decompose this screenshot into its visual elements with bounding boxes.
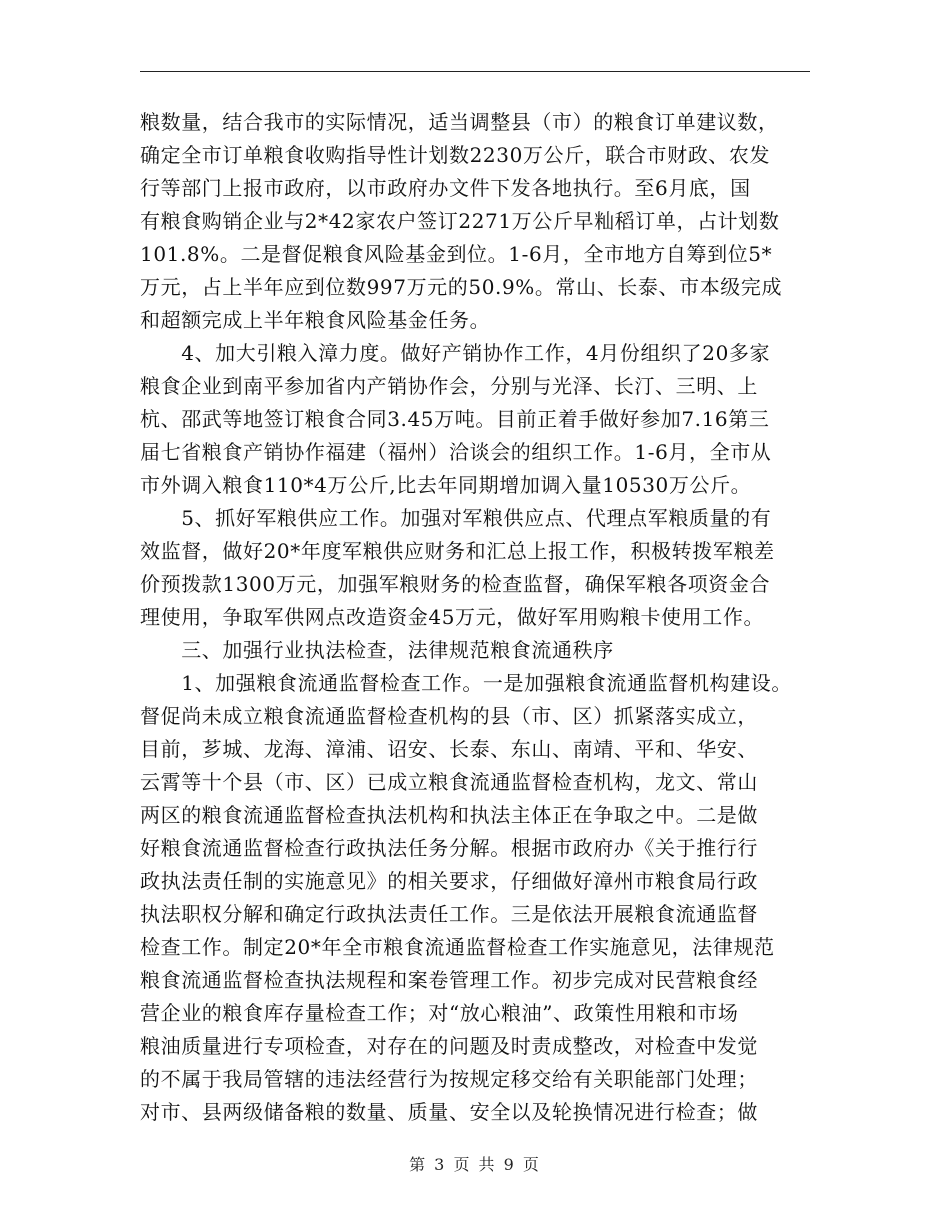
text-line: 营企业的粮食库存量检查工作；对“放心粮油”、政策性用粮和市场 <box>140 1001 739 1025</box>
text-line: 云霄等十个县（市、区）已成立粮食流通监督检查机构，龙文、常山 <box>140 770 758 794</box>
text-line: 检查工作。制定20*年全市粮食流通监督检查工作实施意见，法律规范 <box>140 935 775 959</box>
text-line: 政执法责任制的实施意见》的相关要求，仔细做好漳州市粮食局行政 <box>140 869 758 893</box>
text-line: 行等部门上报市政府，以市政府办文件下发各地执行。至6月底，国 <box>140 176 751 200</box>
text-line: 确定全市订单粮食收购指导性计划数2230万公斤，联合市财政、农发 <box>140 143 771 167</box>
text-line: 目前，芗城、龙海、漳浦、诏安、长泰、东山、南靖、平和、华安、 <box>140 737 758 761</box>
section-heading: 三、加强行业执法检查，法律规范粮食流通秩序 <box>140 638 614 662</box>
text-line: 5、抓好军粮供应工作。加强对军粮供应点、代理点军粮质量的有 <box>140 506 772 530</box>
text-line: 粮油质量进行专项检查，对存在的问题及时责成整改，对检查中发觉 <box>140 1034 758 1058</box>
text-line: 两区的粮食流通监督检查执法机构和执法主体正在争取之中。二是做 <box>140 803 758 827</box>
text-line: 效监督，做好20*年度军粮供应财务和汇总上报工作，积极转拨军粮差 <box>140 539 775 563</box>
text-line: 好粮食流通监督检查行政执法任务分解。根据市政府办《关于推行行 <box>140 836 758 860</box>
text-line: 届七省粮食产销协作福建（福州）洽谈会的组织工作。1-6月，全市从 <box>140 440 772 464</box>
text-line: 1、加强粮食流通监督检查工作。一是加强粮食流通监督机构建设。 <box>140 671 792 695</box>
text-line: 粮食流通监督检查执法规程和案卷管理工作。初步完成对民营粮食经 <box>140 968 758 992</box>
text-line: 万元，占上半年应到位数997万元的50.9%。常山、长泰、市本级完成 <box>140 275 783 299</box>
body-text <box>140 106 830 1129</box>
text-line: 有粮食购销企业与2*42家农户签订2271万公斤早籼稻订单，占计划数 <box>140 209 780 233</box>
text-line: 执法职权分解和确定行政执法责任工作。三是依法开展粮食流通监督 <box>140 902 758 926</box>
text-line: 对市、县两级储备粮的数量、质量、安全以及轮换情况进行检查；做 <box>140 1100 758 1124</box>
text-line: 粮食企业到南平参加省内产销协作会，分别与光泽、长汀、三明、上 <box>140 374 758 398</box>
page-number-footer: 第 3 页 共 9 页 <box>409 1155 541 1174</box>
text-line: 的不属于我局管辖的违法经营行为按规定移交给有关职能部门处理； <box>140 1067 758 1091</box>
text-line: 督促尚未成立粮食流通监督检查机构的县（市、区）抓紧落实成立， <box>140 704 758 728</box>
text-line: 价预拨款1300万元，加强军粮财务的检查监督，确保军粮各项资金合 <box>140 572 771 596</box>
text-line: 和超额完成上半年粮食风险基金任务。 <box>140 308 491 332</box>
text-line: 101.8%。二是督促粮食风险基金到位。1-6月，全市地方自筹到位5* <box>140 242 773 266</box>
text-line: 粮数量，结合我市的实际情况，适当调整县（市）的粮食订单建议数， <box>140 110 779 134</box>
text-line: 杭、邵武等地签订粮食合同3.45万吨。目前正着手做好参加7.16第三 <box>140 407 770 431</box>
text-line: 4、加大引粮入漳力度。做好产销协作工作，4月份组织了20多家 <box>140 341 771 365</box>
header-rule <box>140 71 810 72</box>
text-line: 理使用，争取军供网点改造资金45万元，做好军用购粮卡使用工作。 <box>140 605 765 629</box>
text-line: 市外调入粮食110*4万公斤,比去年同期增加调入量10530万公斤。 <box>140 473 752 497</box>
